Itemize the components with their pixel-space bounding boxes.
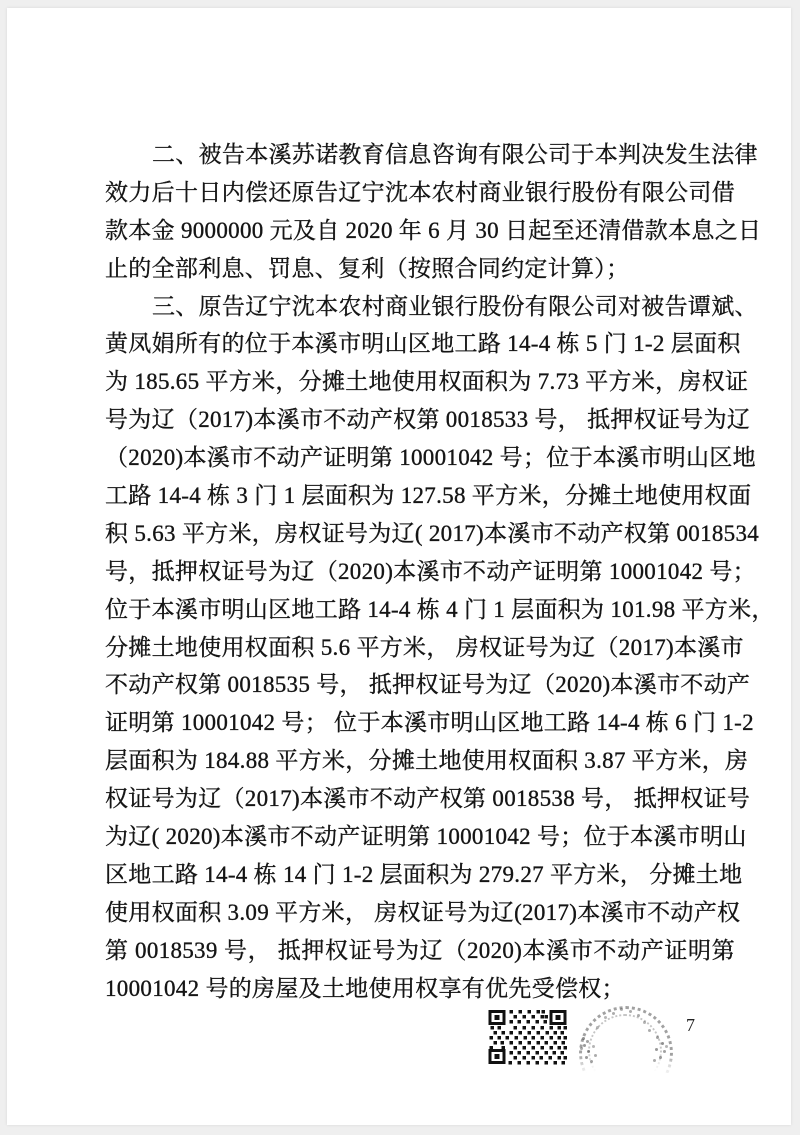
text-line: 为 185.65 平方米，分摊土地使用权面积为 7.73 平方米，房权证 [105,369,749,395]
text-line: 黄凤娟所有的位于本溪市明山区地工路 14-4 栋 5 门 1-2 层面积 [105,331,741,357]
text-line: 三、原告辽宁沈本农村商业银行股份有限公司对被告谭斌、 [152,293,758,319]
text-line: 证明第 10001042 号； 位于本溪市明山区地工路 14-4 栋 6 门 1-2 [105,710,754,736]
text-line: 止的全部利息、罚息、复利（按照合同约定计算）； [105,255,630,281]
text-line: 积 5.63 平方米，房权证号为辽( 2017)本溪市不动产权第 0018534 [105,520,760,546]
page-number: 7 [686,1015,695,1035]
text-line: 分摊土地使用权面积 5.6 平方米， 房权证号为辽（2017)本溪市 [105,634,744,660]
text-line: 号为辽（2017)本溪市不动产权第 0018533 号， 抵押权证号为辽 [105,407,751,433]
court-seal-stamp-icon [573,1001,677,1073]
text-line: 位于本溪市明山区地工路 14-4 栋 4 门 1 层面积为 101.98 平方米， [105,596,775,622]
text-line: 为辽( 2020)本溪市不动产证明第 10001042 号；位于本溪市明山 [105,824,747,850]
judgment-text-block [105,136,775,1007]
text-line: （2020)本溪市不动产证明第 10001042 号；位于本溪市明山区地 [105,445,756,471]
text-line: 权证号为辽（2017)本溪市不动产权第 0018538 号， 抵押权证号 [105,786,751,812]
text-line: 二、被告本溪苏诺教育信息咨询有限公司于本判决发生法律 [152,142,758,167]
text-line: 号，抵押权证号为辽（2020)本溪市不动产证明第 10001042 号； [105,558,756,584]
text-line: 使用权面积 3.09 平方米， 房权证号为辽(2017)本溪市不动产权 [105,899,741,925]
document-paper [7,8,791,1125]
text-line: 不动产权第 0018535 号， 抵押权证号为辽（2020)本溪市不动产 [105,672,751,698]
text-line: 效力后十日内偿还原告辽宁沈本农村商业银行股份有限公司借 [105,179,735,205]
text-line: 区地工路 14-4 栋 14 门 1-2 层面积为 279.27 平方米， 分摊土地 [105,861,743,887]
text-line: 10001042 号的房屋及土地使用权享有优先受偿权； [105,975,625,1001]
text-line: 层面积为 184.88 平方米，分摊土地使用权面积 3.87 平方米，房 [105,748,749,774]
qr-code-icon [487,1009,568,1065]
text-line: 工路 14-4 栋 3 门 1 层面积为 127.58 平方米，分摊土地使用权面 [105,483,752,509]
text-line: 第 0018539 号， 抵押权证号为辽（2020)本溪市不动产证明第 [105,937,735,963]
text-line: 款本金 9000000 元及自 2020 年 6 月 30 日起至还清借款本息之日 [105,217,762,243]
